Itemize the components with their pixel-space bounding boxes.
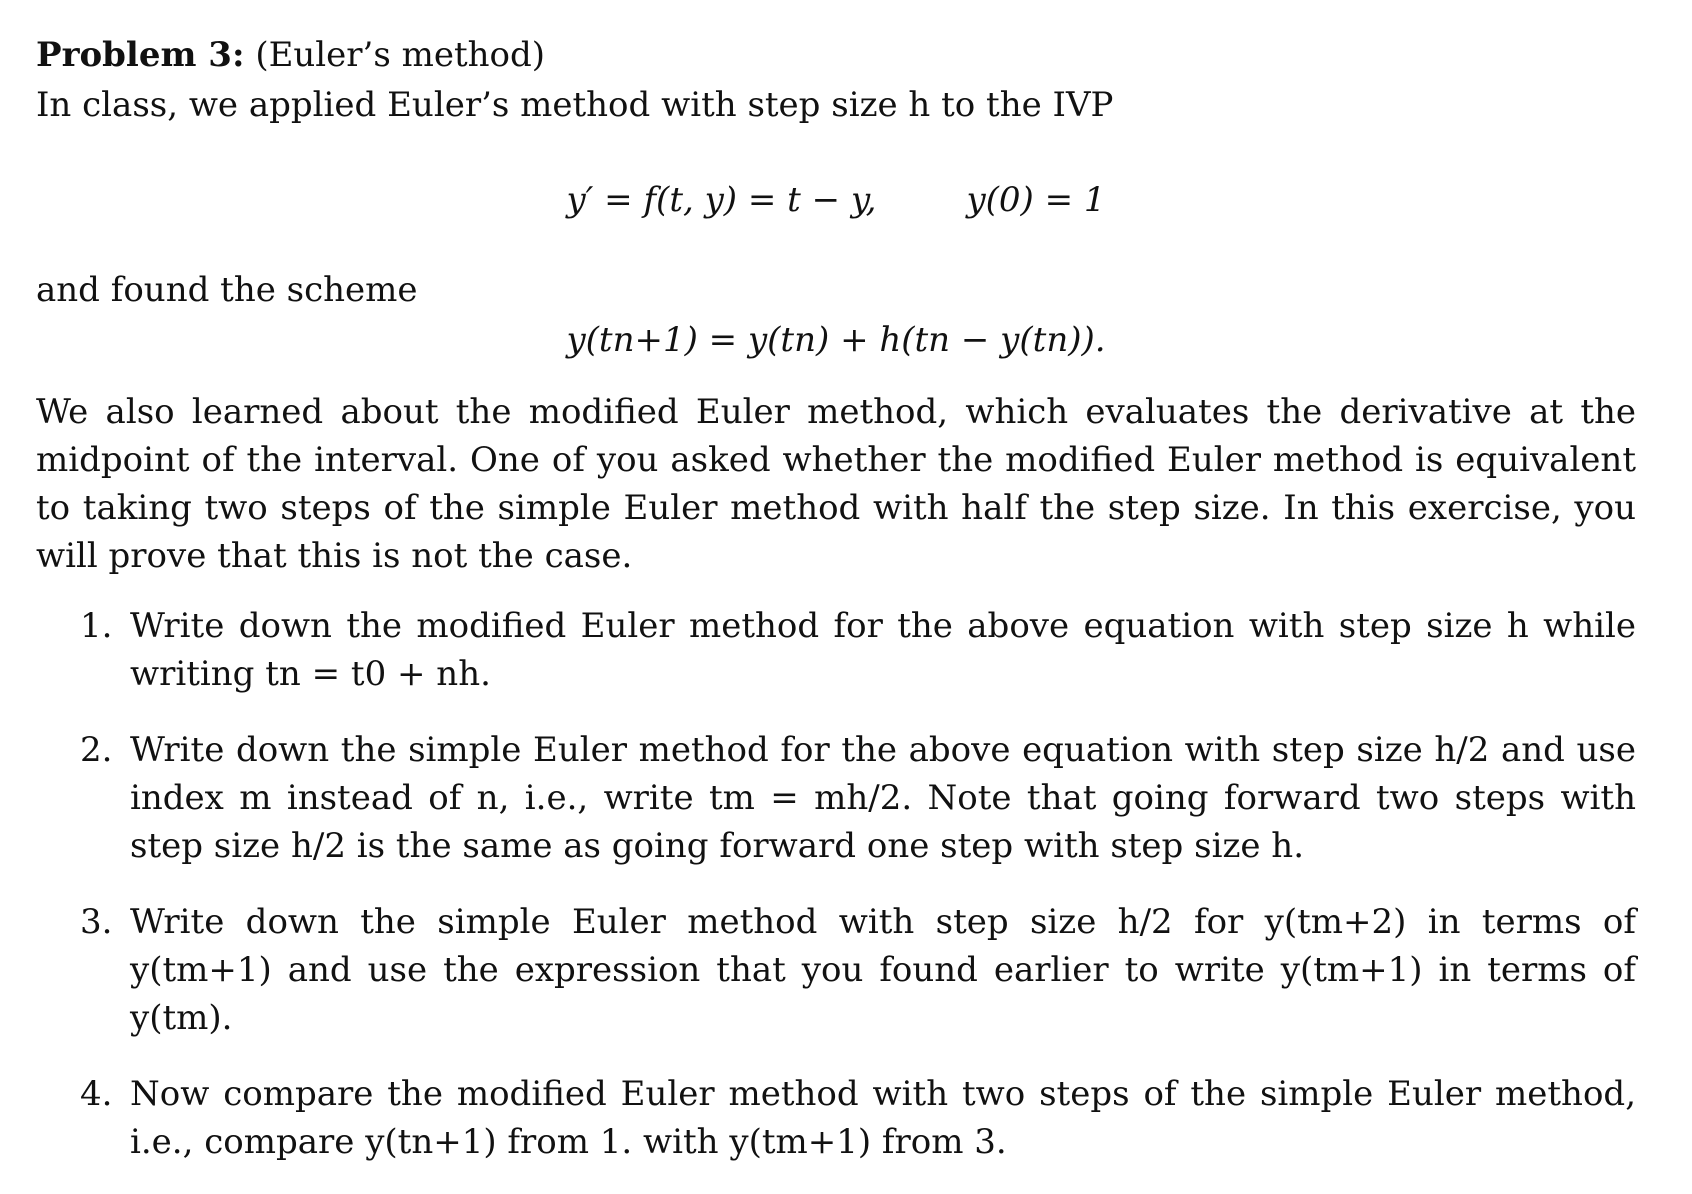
task-text: Write down the modified Euler method for the above equation with step size h while writing tn = t0 + nh. [130, 606, 1636, 694]
task-number: 3. [80, 902, 113, 942]
task-text: Now compare the modified Euler method with two steps of the simple Euler method, i.e., compare y(tn+1) from 1. with y(tm+1) from 3. [130, 1074, 1636, 1162]
list-item [36, 726, 1636, 870]
task-number: 4. [80, 1074, 113, 1114]
scheme-intro-text: and found the scheme [36, 270, 418, 310]
problem-title-label: Problem 3: [36, 35, 245, 75]
task-list [36, 602, 1636, 1194]
list-item [36, 1070, 1636, 1166]
task-text: Write down the simple Euler method for the above equation with step size h/2 and use index m instead of n, i.e., write tm = mh/2. Note that going forward two steps with step size h/2 is the same as going forward one step with step size h. [130, 730, 1636, 866]
intro-text: In class, we applied Euler’s method with step size h to the IVP [36, 85, 1114, 125]
problem-title-topic: (Euler’s method) [255, 35, 546, 75]
list-item [36, 602, 1636, 698]
ode-expression: y′ = f(t, y) = t − y, [566, 180, 877, 220]
body-paragraph: We also learned about the modified Euler method, which evaluates the derivative at the midpoint of the interval. One of you asked whether the modified Euler method is equivalent to taking two steps of the simple Euler method with half the step size. In this exercise, you will prove that this is not the case. [36, 392, 1636, 576]
euler-scheme-equation: y(tn+1) = y(tn) + h(tn − y(tn)). [566, 320, 1106, 360]
task-text: Write down the simple Euler method with step size h/2 for y(tm+2) in terms of y(tm+1) and use the expression that you found earlier to write y(tm+1) in terms of y(tm). [130, 902, 1636, 1038]
task-number: 2. [80, 730, 113, 770]
ivp-equation [36, 175, 1636, 225]
problem-document [36, 30, 1636, 1162]
initial-condition: y(0) = 1 [966, 180, 1106, 220]
task-number: 1. [80, 606, 113, 646]
problem-heading [36, 30, 1636, 80]
list-item [36, 898, 1636, 1042]
